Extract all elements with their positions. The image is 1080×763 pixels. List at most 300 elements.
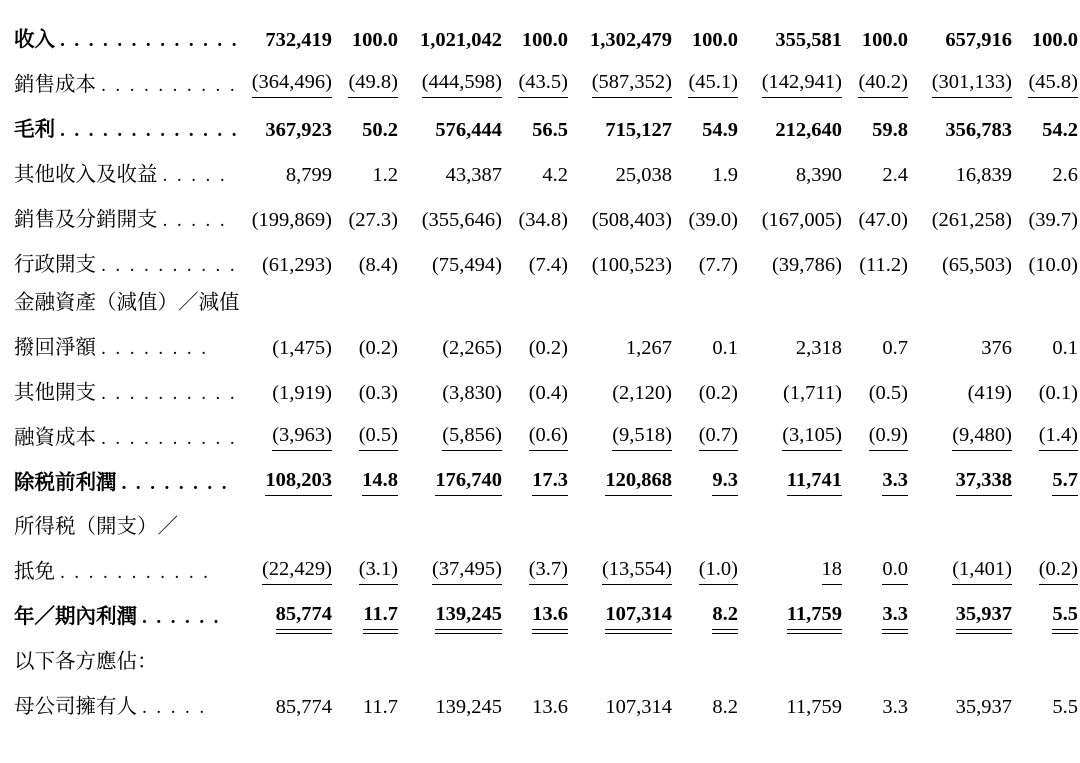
cell-percent (502, 278, 568, 316)
row-label-text: 收入 (14, 29, 55, 52)
cell-amount (738, 188, 842, 233)
cell-amount (568, 496, 672, 540)
financial-table-body (14, 8, 1078, 720)
row-label (14, 496, 228, 540)
cell-value: 2,318 (795, 337, 842, 360)
cell-percent (842, 585, 908, 630)
cell-percent (1012, 451, 1078, 496)
cell-percent (842, 406, 908, 451)
cell-percent (332, 316, 398, 361)
cell-amount (908, 53, 1012, 98)
cell-value: 1,021,042 (420, 29, 502, 52)
cell-value: (2,265) (442, 337, 502, 360)
cell-amount (738, 8, 842, 53)
cell-value: 35,937 (956, 603, 1012, 630)
cell-value: 108,203 (265, 469, 332, 496)
cell-percent (842, 361, 908, 406)
cell-amount (738, 53, 842, 98)
cell-value: 0.0 (882, 558, 908, 585)
cell-amount (398, 188, 502, 233)
cell-value: 1.9 (712, 164, 738, 187)
cell-amount (228, 8, 332, 53)
cell-value: 0.1 (1052, 337, 1078, 360)
cell-amount (568, 98, 672, 143)
cell-percent (502, 8, 568, 53)
cell-value: (1.4) (1039, 424, 1078, 451)
cell-value: 59.8 (872, 119, 908, 142)
table-row (14, 496, 1078, 540)
cell-amount (568, 585, 672, 630)
cell-amount (568, 53, 672, 98)
cell-value: 5.7 (1052, 469, 1078, 496)
row-label (14, 540, 228, 585)
cell-value: (39.7) (1028, 209, 1078, 232)
cell-value: (40.2) (858, 71, 908, 98)
table-row (14, 406, 1078, 451)
cell-value: 3.3 (882, 469, 908, 496)
cell-amount (738, 233, 842, 278)
cell-amount (908, 278, 1012, 316)
cell-amount (228, 540, 332, 585)
cell-value: 13.6 (532, 696, 568, 719)
cell-percent (502, 53, 568, 98)
cell-value: 25,038 (615, 164, 672, 187)
row-label (14, 451, 228, 496)
cell-percent (842, 675, 908, 720)
cell-percent (672, 496, 738, 540)
cell-amount (398, 451, 502, 496)
cell-value: 11.7 (363, 603, 398, 630)
cell-value: (39.0) (688, 209, 738, 232)
cell-percent (672, 585, 738, 630)
leader-dots: . . . . . (162, 165, 227, 187)
cell-value: 11.7 (362, 696, 398, 719)
cell-value: 212,640 (775, 119, 842, 142)
row-label-text: 其他開支 (14, 382, 96, 405)
cell-value: (7.7) (698, 254, 738, 277)
cell-value: (0.1) (1038, 382, 1078, 405)
cell-percent (672, 53, 738, 98)
cell-value: (13,554) (602, 558, 672, 585)
cell-value: (419) (967, 382, 1012, 405)
cell-value: 576,444 (435, 119, 502, 142)
cell-percent (842, 188, 908, 233)
cell-amount (228, 406, 332, 451)
cell-value: (7.4) (528, 254, 568, 277)
cell-percent (672, 188, 738, 233)
cell-amount (398, 540, 502, 585)
cell-value: 0.7 (882, 337, 908, 360)
leader-dots: . . . . . . . . (101, 338, 209, 360)
cell-amount (398, 53, 502, 98)
cell-value: 85,774 (275, 696, 332, 719)
cell-percent (502, 406, 568, 451)
cell-value: (5,856) (442, 424, 502, 451)
cell-value: 11,759 (786, 696, 842, 719)
row-label-text: 年／期內利潤 (14, 606, 137, 629)
cell-value: 107,314 (605, 603, 672, 630)
cell-amount (398, 406, 502, 451)
row-label (14, 675, 228, 720)
cell-value: (587,352) (592, 71, 672, 98)
cell-amount (908, 630, 1012, 675)
cell-value: 100.0 (521, 29, 568, 52)
table-row (14, 53, 1078, 98)
cell-value: 1,267 (625, 337, 672, 360)
leader-dots: . . . . . . . . . . . . . (60, 30, 239, 52)
cell-value: 11,741 (787, 469, 842, 496)
cell-amount (908, 8, 1012, 53)
cell-percent (1012, 233, 1078, 278)
cell-amount (908, 406, 1012, 451)
cell-value: 100.0 (861, 29, 908, 52)
row-label-text: 以下各方應佔： (14, 651, 158, 674)
cell-value: (1,401) (952, 558, 1012, 585)
cell-amount (738, 585, 842, 630)
cell-amount (568, 361, 672, 406)
cell-amount (228, 496, 332, 540)
cell-percent (842, 630, 908, 675)
cell-value: (61,293) (261, 254, 332, 277)
cell-percent (672, 540, 738, 585)
cell-amount (228, 233, 332, 278)
cell-amount (228, 675, 332, 720)
cell-value: (100,523) (591, 254, 672, 277)
cell-value: 43,387 (445, 164, 502, 187)
cell-percent (332, 233, 398, 278)
cell-percent (1012, 316, 1078, 361)
cell-value: (1,919) (272, 382, 332, 405)
cell-value: (3,830) (442, 382, 502, 405)
cell-value: 8.2 (712, 603, 738, 630)
cell-amount (398, 585, 502, 630)
cell-percent (502, 630, 568, 675)
cell-value: 1.2 (372, 164, 398, 187)
leader-dots: . . . . . . . . . . (101, 75, 237, 97)
cell-amount (568, 675, 672, 720)
cell-value: 13.6 (532, 603, 568, 630)
cell-value: 376 (981, 337, 1012, 360)
cell-value: 139,245 (435, 603, 502, 630)
row-label-text: 銷售成本 (14, 74, 96, 97)
cell-percent (1012, 188, 1078, 233)
cell-percent (502, 233, 568, 278)
cell-value: (1,711) (782, 382, 842, 405)
cell-percent (672, 316, 738, 361)
cell-value: 356,783 (945, 119, 1012, 142)
row-label (14, 316, 228, 361)
cell-percent (332, 675, 398, 720)
cell-value: (199,869) (251, 209, 332, 232)
cell-percent (1012, 53, 1078, 98)
cell-percent (842, 496, 908, 540)
cell-percent (332, 361, 398, 406)
cell-value: 2.4 (882, 164, 908, 187)
cell-percent (1012, 675, 1078, 720)
cell-percent (672, 233, 738, 278)
cell-amount (398, 98, 502, 143)
cell-percent (332, 585, 398, 630)
cell-value: 5.5 (1052, 696, 1078, 719)
row-label-text: 母公司擁有人 (14, 696, 137, 719)
cell-value: (0.2) (698, 382, 738, 405)
cell-value: 3.3 (882, 603, 908, 630)
table-row (14, 540, 1078, 585)
cell-value: (1,475) (272, 337, 332, 360)
cell-value: 715,127 (605, 119, 672, 142)
cell-amount (398, 143, 502, 188)
row-label (14, 188, 228, 233)
cell-amount (568, 451, 672, 496)
cell-amount (738, 143, 842, 188)
cell-value: 8,799 (285, 164, 332, 187)
cell-amount (908, 675, 1012, 720)
cell-value: (0.3) (358, 382, 398, 405)
row-label (14, 233, 237, 278)
cell-value: 37,338 (956, 469, 1012, 496)
cell-value: (27.3) (348, 209, 398, 232)
cell-value: 5.5 (1052, 603, 1078, 630)
table-row (14, 630, 1078, 675)
row-label (14, 406, 237, 451)
financial-table (14, 8, 1078, 720)
cell-value: 0.1 (712, 337, 738, 360)
cell-value: (22,429) (262, 558, 332, 585)
cell-value: 18 (822, 558, 843, 585)
cell-percent (672, 630, 738, 675)
cell-value: 56.5 (532, 119, 568, 142)
cell-value: (1.0) (699, 558, 738, 585)
cell-percent (842, 451, 908, 496)
cell-amount (398, 8, 502, 53)
cell-percent (332, 53, 398, 98)
cell-amount (908, 143, 1012, 188)
row-label (14, 278, 240, 316)
cell-percent (672, 361, 738, 406)
table-row (14, 98, 1078, 143)
table-row (14, 675, 1078, 720)
cell-amount (908, 316, 1012, 361)
leader-dots: . . . . . . . . . . (101, 255, 237, 277)
table-row (14, 585, 1078, 630)
cell-amount (738, 316, 842, 361)
cell-value: 367,923 (265, 119, 332, 142)
cell-percent (502, 585, 568, 630)
cell-amount (908, 496, 1012, 540)
cell-amount (228, 316, 332, 361)
cell-amount (908, 188, 1012, 233)
row-label (14, 8, 239, 53)
row-label (14, 53, 237, 98)
cell-value: 35,937 (955, 696, 1012, 719)
row-label-text: 撥回淨額 (14, 337, 96, 360)
cell-value: (3.7) (529, 558, 568, 585)
table-row (14, 451, 1078, 496)
cell-amount (908, 451, 1012, 496)
table-row (14, 143, 1078, 188)
leader-dots: . . . . . . . . . . (101, 428, 237, 450)
cell-percent (1012, 630, 1078, 675)
cell-amount (398, 496, 502, 540)
cell-percent (332, 8, 398, 53)
cell-percent (672, 98, 738, 143)
cell-percent (502, 451, 568, 496)
cell-value: 176,740 (435, 469, 502, 496)
cell-percent (672, 143, 738, 188)
row-label-text: 毛利 (14, 119, 55, 142)
leader-dots: . . . . . (142, 697, 207, 719)
table-row (14, 361, 1078, 406)
cell-value: (508,403) (591, 209, 672, 232)
cell-value: 54.9 (702, 119, 738, 142)
cell-amount (738, 496, 842, 540)
row-label-text: 融資成本 (14, 427, 96, 450)
cell-percent (842, 233, 908, 278)
cell-percent (502, 361, 568, 406)
cell-value: (34.8) (518, 209, 568, 232)
cell-amount (568, 316, 672, 361)
cell-value: 17.3 (532, 469, 568, 496)
cell-percent (842, 278, 908, 316)
cell-value: (355,646) (421, 209, 502, 232)
cell-value: 16,839 (955, 164, 1012, 187)
cell-percent (332, 98, 398, 143)
cell-value: (301,133) (932, 71, 1012, 98)
cell-amount (228, 278, 332, 316)
cell-value: (3.1) (359, 558, 398, 585)
cell-amount (568, 406, 672, 451)
cell-amount (228, 98, 332, 143)
cell-value: (364,496) (252, 71, 332, 98)
cell-percent (332, 630, 398, 675)
cell-percent (1012, 278, 1078, 316)
cell-percent (1012, 496, 1078, 540)
row-label-text: 除税前利潤 (14, 472, 117, 495)
cell-percent (672, 278, 738, 316)
cell-percent (502, 540, 568, 585)
cell-value: (444,598) (422, 71, 502, 98)
cell-amount (908, 585, 1012, 630)
row-label (14, 143, 228, 188)
row-label-text: 銷售及分銷開支 (14, 209, 158, 232)
cell-percent (672, 406, 738, 451)
cell-percent (842, 316, 908, 361)
cell-amount (738, 540, 842, 585)
cell-value: (65,503) (941, 254, 1012, 277)
cell-amount (398, 361, 502, 406)
table-row (14, 188, 1078, 233)
cell-value: (8.4) (358, 254, 398, 277)
cell-amount (398, 316, 502, 361)
cell-percent (842, 98, 908, 143)
leader-dots: . . . . . . (142, 607, 221, 629)
cell-amount (568, 630, 672, 675)
cell-amount (568, 8, 672, 53)
cell-value: (2,120) (612, 382, 672, 405)
row-label (14, 585, 228, 630)
cell-percent (842, 540, 908, 585)
cell-value: (45.1) (688, 71, 738, 98)
cell-amount (908, 361, 1012, 406)
cell-value: 100.0 (1031, 29, 1078, 52)
cell-amount (398, 630, 502, 675)
cell-value: (45.8) (1028, 71, 1078, 98)
cell-value: (0.6) (529, 424, 568, 451)
cell-amount (908, 540, 1012, 585)
cell-percent (672, 451, 738, 496)
leader-dots: . . . . . . . . . . . . . (60, 120, 239, 142)
cell-value: 8,390 (795, 164, 842, 187)
cell-amount (228, 361, 332, 406)
table-row (14, 233, 1078, 278)
cell-value: 4.2 (542, 164, 568, 187)
table-row (14, 316, 1078, 361)
cell-percent (502, 98, 568, 143)
cell-amount (228, 585, 332, 630)
cell-value: (0.5) (359, 424, 398, 451)
cell-value: 2.6 (1052, 164, 1078, 187)
cell-amount (568, 233, 672, 278)
cell-percent (672, 675, 738, 720)
row-label-text: 其他收入及收益 (14, 164, 158, 187)
cell-percent (332, 451, 398, 496)
cell-amount (738, 451, 842, 496)
cell-percent (1012, 585, 1078, 630)
cell-value: (37,495) (432, 558, 502, 585)
cell-value: 100.0 (691, 29, 738, 52)
cell-value: (3,963) (272, 424, 332, 451)
row-label (14, 361, 237, 406)
cell-amount (568, 188, 672, 233)
cell-value: (0.2) (1039, 558, 1078, 585)
cell-percent (502, 143, 568, 188)
cell-value: (49.8) (348, 71, 398, 98)
cell-amount (738, 361, 842, 406)
cell-amount (228, 53, 332, 98)
cell-percent (1012, 406, 1078, 451)
cell-percent (672, 8, 738, 53)
row-label-text: 所得税（開支）／ (14, 516, 178, 539)
cell-value: 100.0 (351, 29, 398, 52)
cell-value: 14.8 (362, 469, 398, 496)
cell-value: (11.2) (859, 254, 908, 277)
cell-value: 120,868 (605, 469, 672, 496)
cell-percent (332, 406, 398, 451)
cell-value: 11,759 (787, 603, 842, 630)
cell-value: 1,302,479 (590, 29, 672, 52)
cell-amount (228, 451, 332, 496)
cell-percent (332, 540, 398, 585)
cell-value: 50.2 (362, 119, 398, 142)
cell-value: (9,480) (952, 424, 1012, 451)
table-row (14, 278, 1078, 316)
cell-amount (228, 630, 332, 675)
cell-value: (0.5) (868, 382, 908, 405)
cell-percent (502, 316, 568, 361)
cell-amount (908, 98, 1012, 143)
cell-value: (0.2) (528, 337, 568, 360)
cell-percent (1012, 361, 1078, 406)
cell-percent (332, 278, 398, 316)
leader-dots: . . . . . . . . . . . (60, 562, 211, 584)
cell-percent (842, 53, 908, 98)
leader-dots: . . . . . (162, 210, 227, 232)
cell-value: (43.5) (518, 71, 568, 98)
cell-value: 107,314 (605, 696, 672, 719)
cell-value: (167,005) (761, 209, 842, 232)
cell-percent (332, 143, 398, 188)
cell-percent (332, 496, 398, 540)
